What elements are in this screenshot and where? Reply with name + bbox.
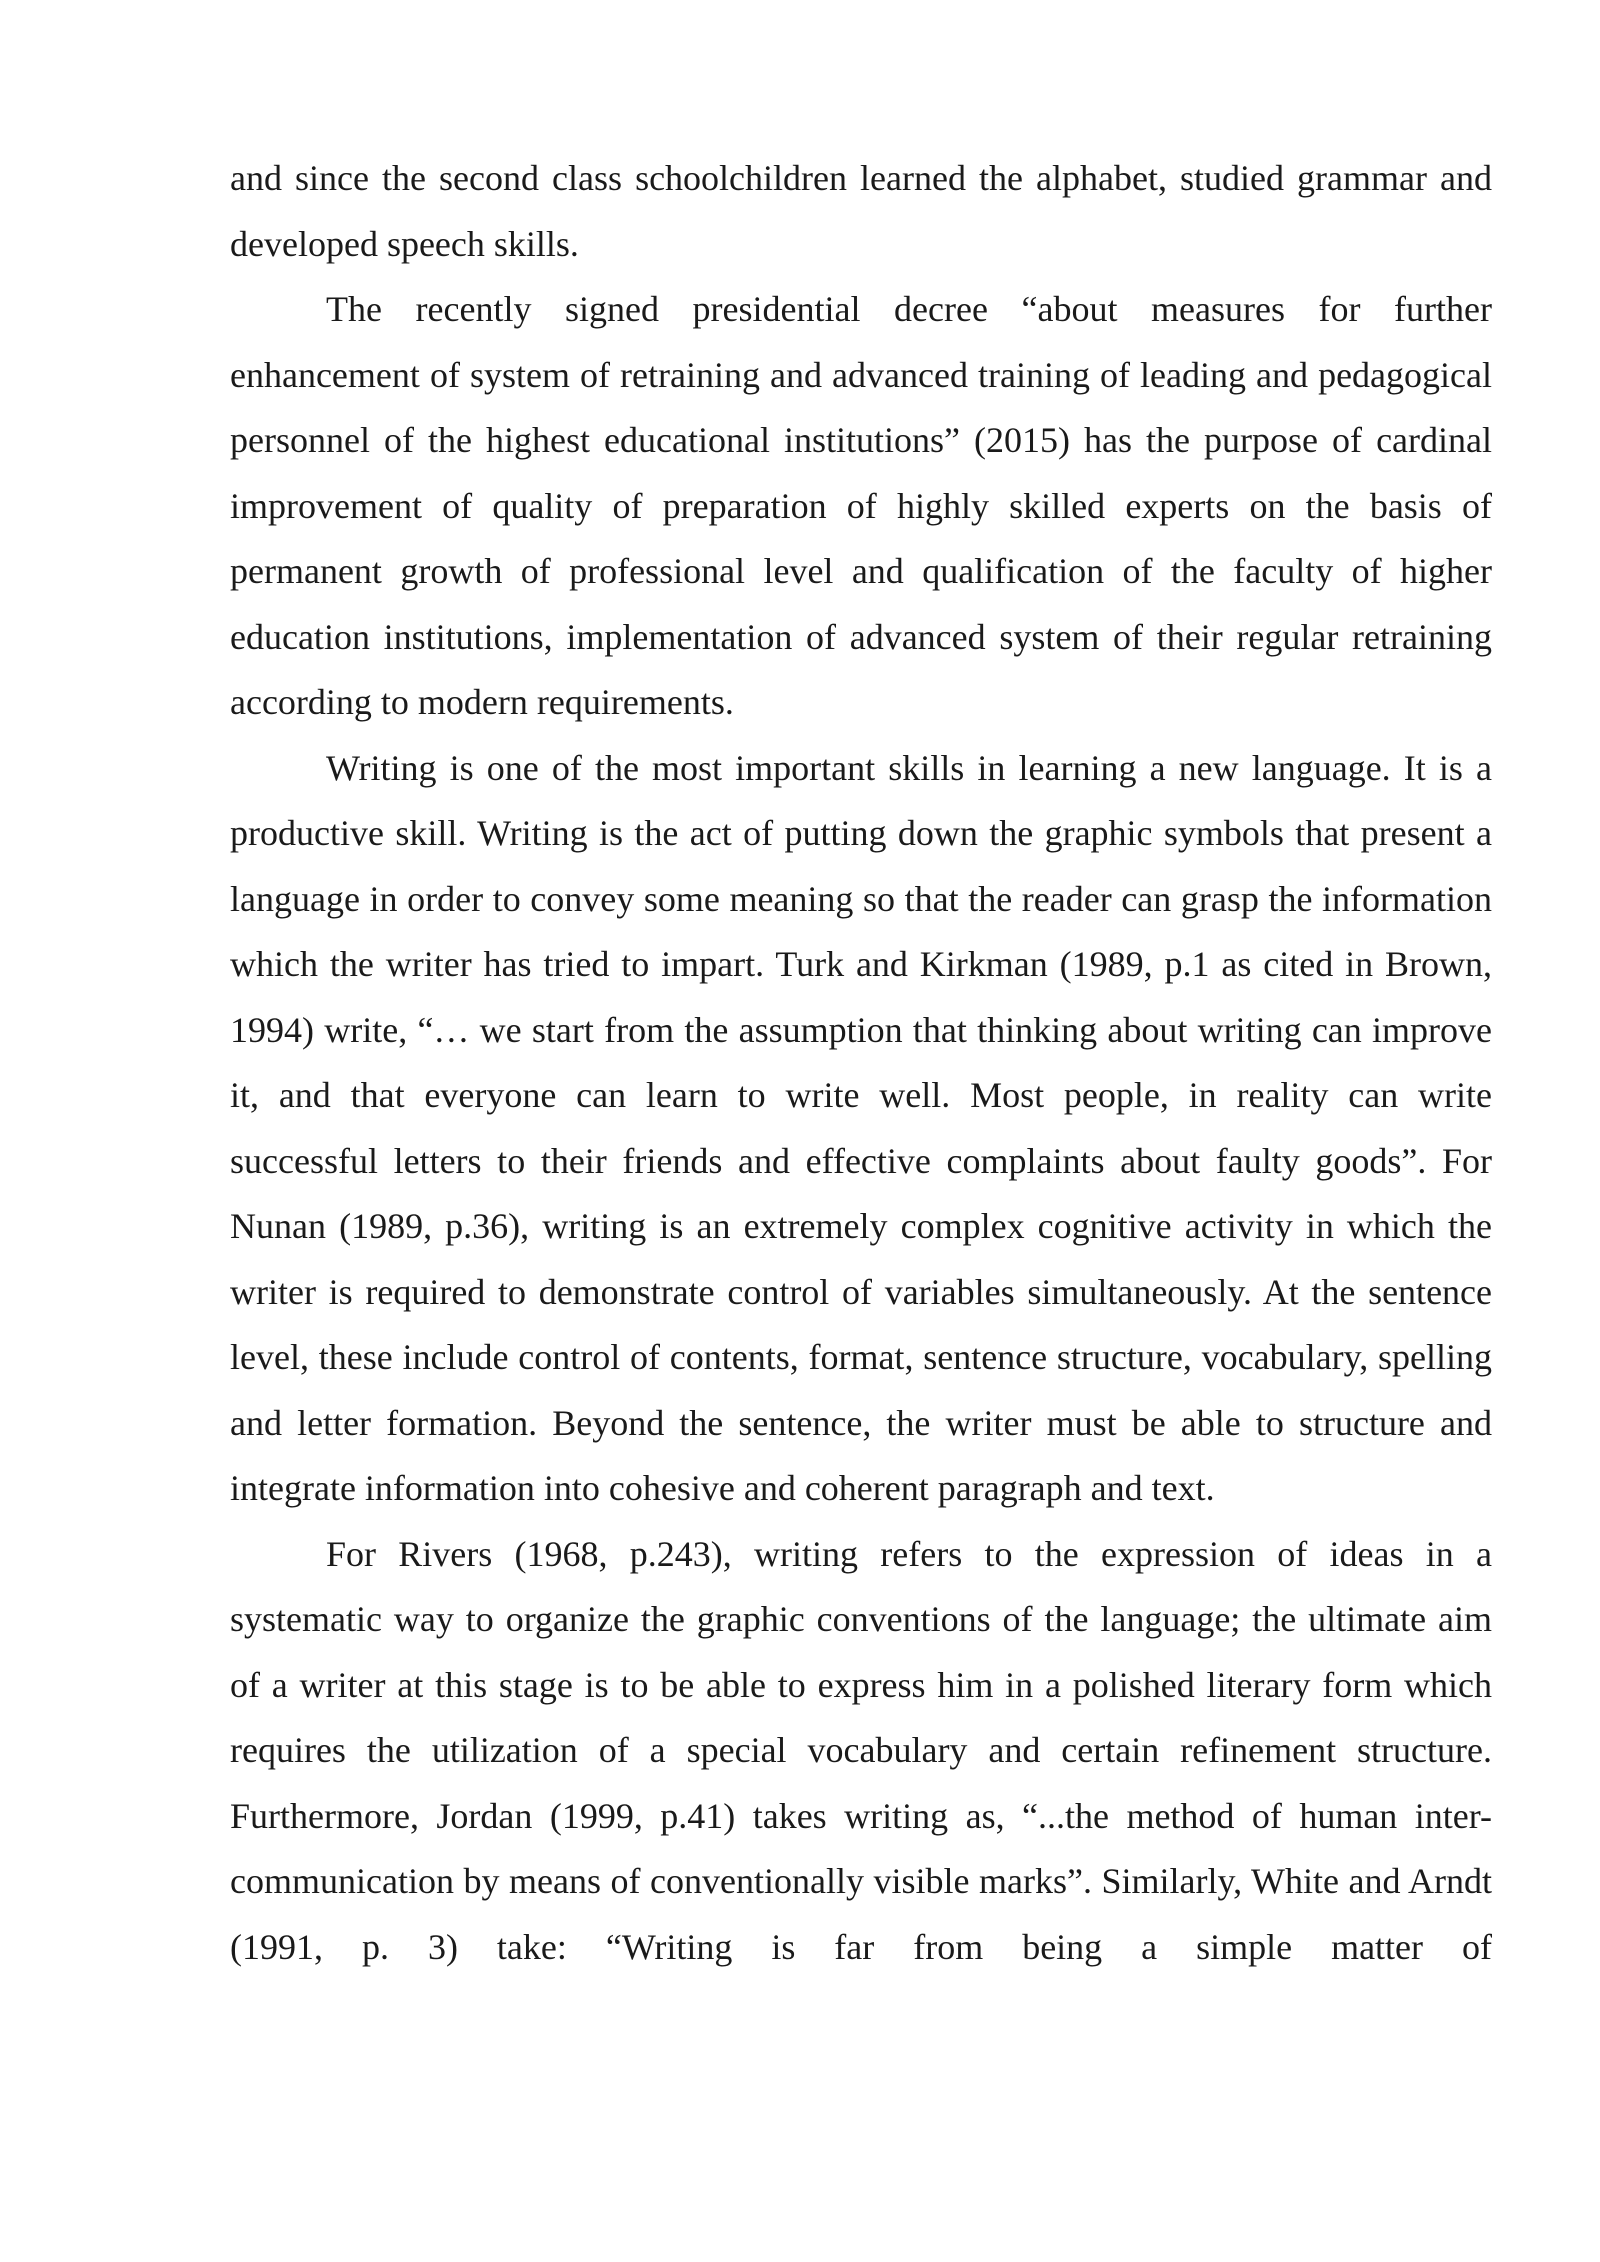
paragraph-4: For Rivers (1968, p.243), writing refers to the expression of ideas in a systematic way to organize the graphic conventions of the language; the ultimate aim of a writer at this stage is to be able to express him in a polished literary form which requires the utilization of a special vocabulary and certain refinement structure. Furthermore, Jordan (1999, p.41) takes writing as, “...the method of human inter-communication by means of conventionally visible marks”. Similarly, White and Arndt (1991, p. 3) take: “Writing is far from being a simple matter of bbox=[230, 1533, 1492, 1967]
body-text bbox=[230, 146, 1492, 1980]
paragraph-3: Writing is one of the most important skills in learning a new language. It is a productive skill. Writing is the act of putting down the graphic symbols that present a language in order to convey some meaning so that the reader can grasp the information which the writer has tried to impart. Turk and Kirkman (1989, p.1 as cited in Brown, 1994) write, “… we start from the assumption that thinking about writing can improve it, and that everyone can learn to write well. Most people, in reality can write successful letters to their friends and effective complaints about faulty goods”. For Nunan (1989, p.36), writing is an extremely complex cognitive activity in which the writer is required to demonstrate control of variables simultaneously. At the sentence level, these include control of contents, format, sentence structure, vocabulary, spelling and letter formation. Beyond the sentence, the writer must be able to structure and integrate information into cohesive and coherent paragraph and text. bbox=[230, 747, 1492, 1508]
paragraph-2: The recently signed presidential decree “about measures for further enhancement of system of retraining and advanced training of leading and pedagogical personnel of the highest educational institutions” (2015) has the purpose of cardinal improvement of quality of preparation of highly skilled experts on the basis of permanent growth of professional level and qualification of the faculty of higher education institutions, implementation of advanced system of their regular retraining according to modern requirements. bbox=[230, 289, 1492, 722]
paragraph-1: and since the second class schoolchildren learned the alphabet, studied grammar and developed speech skills. bbox=[230, 158, 1492, 264]
